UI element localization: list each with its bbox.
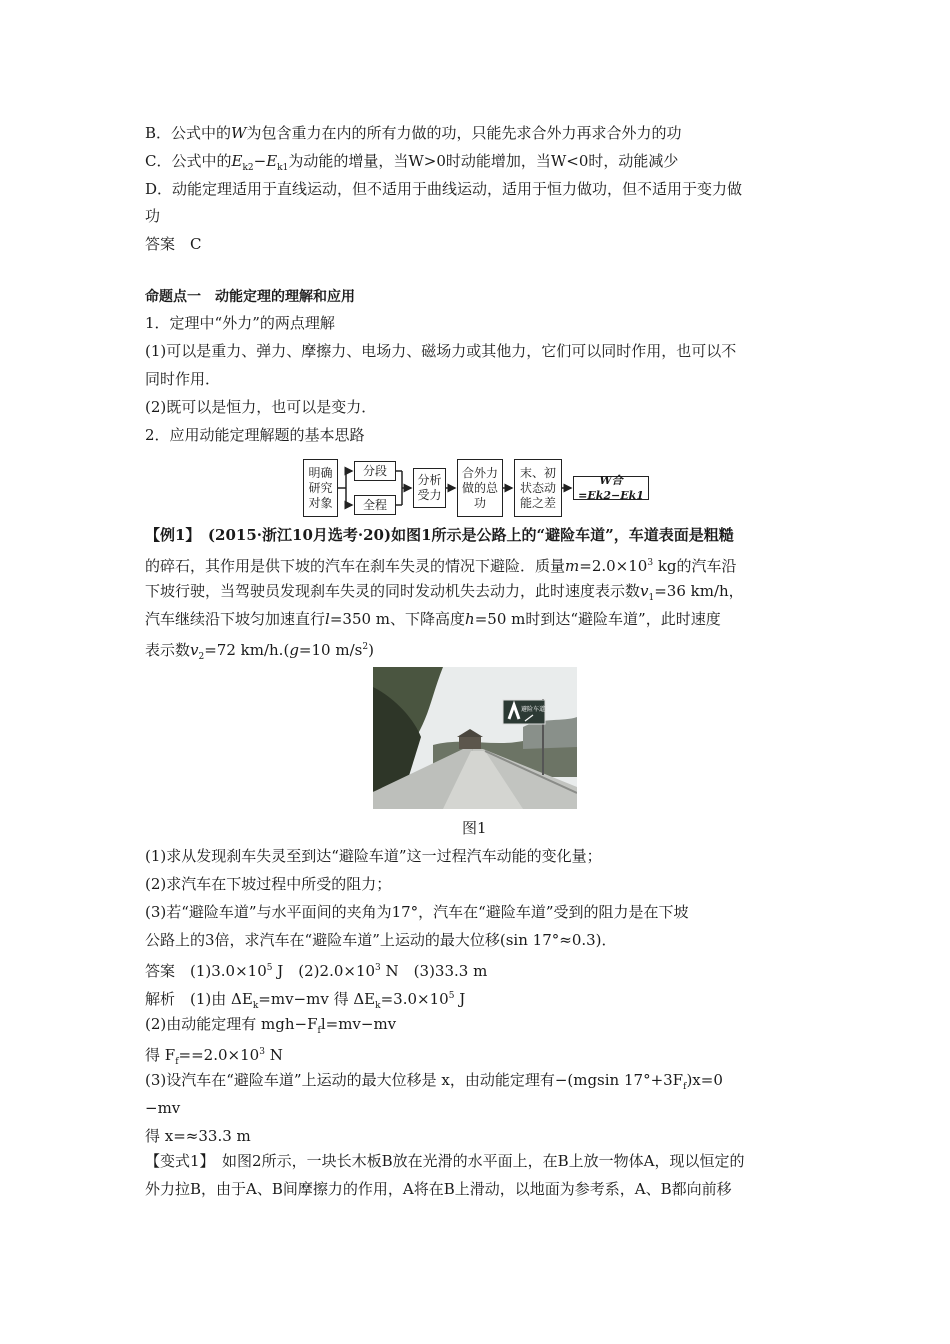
sign-text: 避险车道 xyxy=(521,706,546,713)
para-2a: (1)可以是重力、弹力、摩擦力、电场力、磁场力或其他力，它们可以同时作用，也可以不 xyxy=(145,342,737,360)
variant-line1: 【变式1】 如图2所示，一块长木板B放在光滑的水平面上，在B上放一物体A，现以恒定的 xyxy=(145,1152,745,1170)
variant-line2: 外力拉B，由于A、B间摩擦力的作用，A将在B上滑动，以地面为参考系，A、B都向前移 xyxy=(145,1180,732,1198)
flow-box-energy: 末、初状态动能之差 xyxy=(514,459,562,517)
question-3b: 公路上的3倍，求汽车在“避险车道”上运动的最大位移(sin 17°≈0.3)． xyxy=(145,931,617,949)
flow-diagram xyxy=(300,457,650,519)
solution-6: 得 x=≈33.3 m xyxy=(145,1127,251,1145)
solution-2: (2)由动能定理有 $mgh-F_fl=mv-mv$ xyxy=(145,1015,397,1036)
example-line2: 的碎石，其作用是供下坡的汽车在刹车失灵的情况下避险．质量$m=2.0\times 10^3$ kg的汽车沿 xyxy=(145,557,737,575)
answer-1: 答案 C xyxy=(145,235,202,253)
flow-box-formula: W合=Ek2−Ek1 xyxy=(573,476,649,500)
solution-4: (3)设汽车在“避险车道”上运动的最大位移是 x，由动能定理有−(mgsin $17^\circ+3F_f)x=0$ xyxy=(145,1071,723,1092)
flow-box-work: 合外力做的总功 xyxy=(457,459,503,517)
para-4: 2．应用动能定理解题的基本思路 xyxy=(145,426,365,444)
flow-box-whole: 全程 xyxy=(354,495,396,515)
figure-caption: 图1 xyxy=(462,819,487,837)
figure-1-photo xyxy=(373,667,577,809)
para-3: (2)既可以是恒力，也可以是变力． xyxy=(145,398,377,416)
option-c: C．公式中的$E_{k2}-E_{k1}$为动能的增量，当W>0时动能增加，当W<0时，动能减少 xyxy=(145,152,679,173)
para-1: 1．定理中“外力”的两点理解 xyxy=(145,314,335,332)
solution-3: 得 $F_f==2.0\times 10^3$ N xyxy=(145,1046,283,1067)
flow-box-object: 明确研究对象 xyxy=(303,459,338,517)
road-photo-illustration xyxy=(373,667,577,809)
example-line5: 表示数$v_2=72$ km/h.(g=10 $m/s^2$) xyxy=(145,641,374,662)
para-2b: 同时作用． xyxy=(145,370,221,388)
flow-box-segment: 分段 xyxy=(354,461,396,481)
question-2: (2)求汽车在下坡过程中所受的阻力； xyxy=(145,875,392,893)
flow-box-force: 分析受力 xyxy=(413,468,446,508)
question-3a: (3)若“避险车道”与水平面间的夹角为17°，汽车在“避险车道”受到的阻力是在下坡 xyxy=(145,903,689,921)
example-line1: 【例1】 (2015·浙江10月选考·20)如图1所示是公路上的“避险车道”，车道表面是粗糙 xyxy=(145,526,734,544)
question-1: (1)求从发现刹车失灵至到达“避险车道”这一过程汽车动能的变化量； xyxy=(145,847,602,865)
option-b: B．公式中的W为包含重力在内的所有力做的功，只能先求合外力再求合外力的功 xyxy=(145,124,682,142)
solution-5: −mv xyxy=(145,1099,181,1117)
answer-2: 答案 $(1)3.0\times 10^5$ J $(2)2.0\times 10^3$ N (3)33.3 m xyxy=(145,962,488,980)
option-d-line2: 功 xyxy=(145,207,161,225)
section-heading: 命题点一 动能定理的理解和应用 xyxy=(145,289,355,305)
example-line4: 汽车继续沿下坡匀加速直行l=350 m、下降高度h=50 m时到达“避险车道”，此时速度 xyxy=(145,610,721,628)
example-line3: 下坡行驶，当驾驶员发现刹车失灵的同时发动机失去动力，此时速度表示数$v_1=36$ km/h， xyxy=(145,582,744,603)
option-d-line1: D．动能定理适用于直线运动，但不适用于曲线运动，适用于恒力做功，但不适用于变力做 xyxy=(145,180,743,198)
solution-1: 解析 (1)由 $\Delta E_k=mv-mv$ 得 $\Delta E_k=3.0\times 10^5$ J xyxy=(145,990,466,1011)
